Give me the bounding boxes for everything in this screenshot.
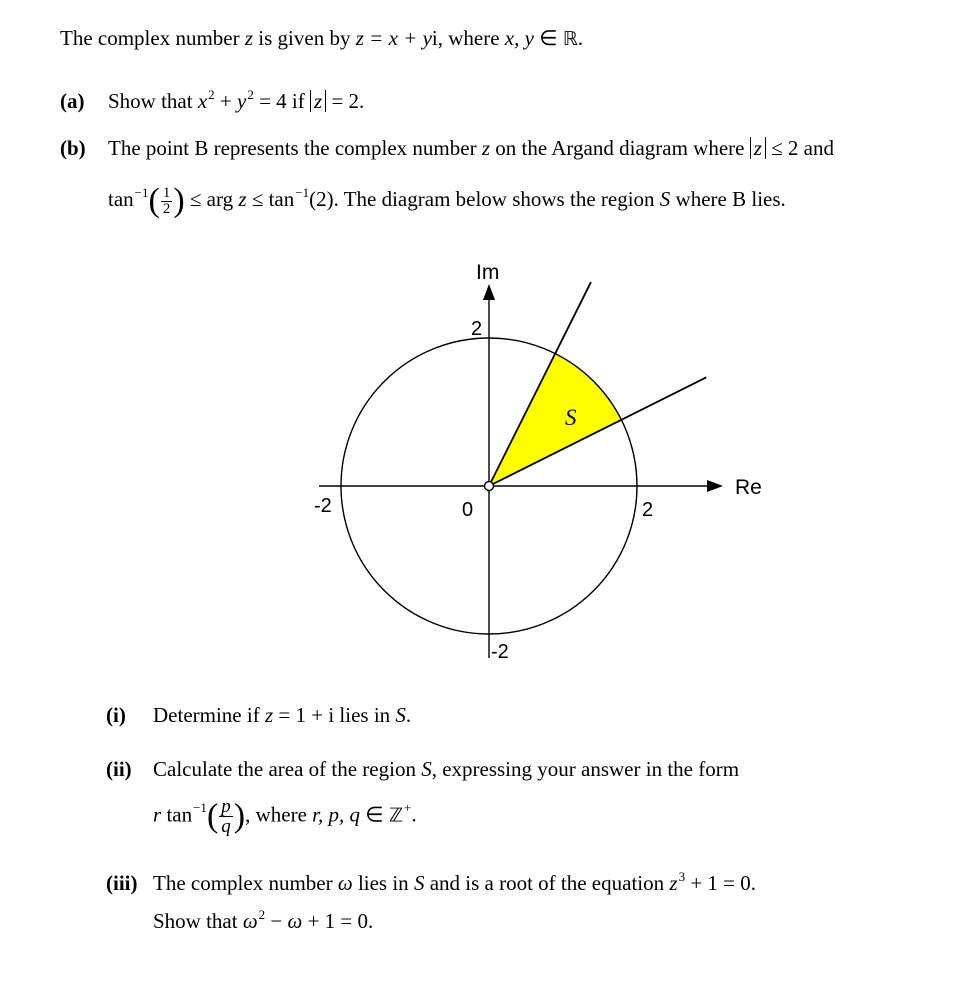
plus: + <box>214 89 238 113</box>
sub-i-label: (i) <box>106 703 126 727</box>
text: + 1 = 0. <box>302 909 374 933</box>
exponent: 3 <box>678 869 686 884</box>
denominator: 2 <box>162 200 171 217</box>
fraction-p-over-q <box>219 797 233 836</box>
text: (2). The diagram below shows the region <box>309 186 660 211</box>
imaginary-axis-arrow-icon <box>483 284 495 300</box>
equation: = x + y <box>363 26 432 50</box>
text: + 1 = 0. <box>685 871 756 895</box>
var-z: z <box>669 871 678 895</box>
intro-text: The complex number <box>60 26 245 50</box>
text: = 1 + i lies in <box>273 703 396 727</box>
exponent: 2 <box>247 87 254 102</box>
var-r: r <box>153 802 162 827</box>
var-y: y <box>237 89 247 113</box>
var-x: x <box>197 89 208 113</box>
text: Show that <box>108 89 198 113</box>
minus: − <box>265 909 288 933</box>
reals-symbol: ℝ <box>562 28 578 50</box>
abs-z: z <box>750 137 766 159</box>
vars-xy: x, y <box>504 26 534 50</box>
text: , expressing your answer in the form <box>431 757 740 781</box>
tan: tan <box>161 802 193 827</box>
text: = 2. <box>326 89 365 113</box>
numerator: p <box>221 796 231 817</box>
tick-pos-x-label: 2 <box>642 499 654 521</box>
imag-unit: i <box>431 26 438 50</box>
var-S: S <box>413 871 425 895</box>
text: where B lies. <box>670 186 786 211</box>
text: The point B represents the complex number <box>108 136 482 160</box>
left-paren: ( <box>206 797 219 835</box>
sub-iii-line2 <box>153 907 373 934</box>
var-S: S <box>395 703 406 727</box>
text: Show that <box>153 909 243 933</box>
var-z: z <box>244 26 254 50</box>
integers-symbol: ℤ <box>388 804 403 827</box>
numerator: 1 <box>162 184 171 201</box>
text: ≤ 2 and <box>765 136 835 160</box>
sub-ii-line2 <box>153 797 417 836</box>
origin-open-dot <box>485 482 494 491</box>
period: . <box>411 802 417 827</box>
var-S: S <box>659 186 671 211</box>
axis-im-label: Im <box>476 261 500 284</box>
text: The complex number <box>153 871 338 895</box>
tick-neg-x-label: -2 <box>314 495 332 517</box>
denominator: q <box>221 816 231 837</box>
text: Determine if <box>153 703 265 727</box>
positive-superscript: + <box>403 800 412 816</box>
exponent: 2 <box>258 907 266 922</box>
part-b-label: (b) <box>60 136 86 160</box>
right-paren: ) <box>173 182 185 219</box>
argand-diagram <box>0 250 965 690</box>
inverse-exponent: −1 <box>193 800 207 816</box>
period: . <box>405 703 412 727</box>
origin-label: 0 <box>462 499 474 521</box>
fraction-half <box>161 186 173 217</box>
text: ≤ tan <box>246 186 295 211</box>
sub-i <box>106 703 411 728</box>
var-omega: ω <box>337 871 353 895</box>
text: Calculate the area of the region <box>153 757 422 781</box>
var-z: z <box>355 26 364 50</box>
left-paren: ( <box>148 182 160 219</box>
inverse-exponent: −1 <box>295 184 310 200</box>
var-omega: ω <box>287 909 303 933</box>
part-a-label: (a) <box>60 89 85 113</box>
sub-iii-line1 <box>106 869 756 896</box>
text: lies in <box>352 871 414 895</box>
var-omega: ω <box>242 909 258 933</box>
element-of: ∈ <box>533 26 563 50</box>
tick-neg-y-label: -2 <box>491 641 509 663</box>
text: on the Argand diagram where <box>490 136 750 160</box>
tick-pos-y-label: 2 <box>471 318 483 340</box>
intro-line <box>60 26 583 51</box>
region-s-sector <box>489 354 621 486</box>
inverse-exponent: −1 <box>134 184 149 200</box>
real-axis-arrow-icon <box>707 480 723 492</box>
var-z: z <box>481 136 491 160</box>
var-z: z <box>264 703 274 727</box>
text: ≤ arg <box>184 186 239 211</box>
intro-text: , where <box>437 26 505 50</box>
vars-rpq: r, p, q <box>312 802 361 827</box>
axis-re-label: Re <box>735 476 762 499</box>
part-a <box>60 87 364 114</box>
intro-text: is given by <box>253 26 356 50</box>
text: , where <box>245 802 313 827</box>
part-b-line1 <box>60 136 834 161</box>
period: . <box>577 26 584 50</box>
var-S: S <box>421 757 432 781</box>
sub-ii-line1 <box>106 757 739 782</box>
right-paren: ) <box>233 797 246 835</box>
abs-z: z <box>310 90 326 112</box>
sub-iii-label: (iii) <box>106 871 138 895</box>
tan: tan <box>108 186 134 211</box>
element-of: ∈ <box>360 802 389 827</box>
var-z: z <box>238 186 247 211</box>
part-b-line2 <box>108 184 786 218</box>
text: = 4 if <box>253 89 311 113</box>
region-s-label: S <box>565 405 577 430</box>
exponent: 2 <box>208 87 215 102</box>
sub-ii-label: (ii) <box>106 757 132 781</box>
text: and is a root of the equation <box>424 871 670 895</box>
